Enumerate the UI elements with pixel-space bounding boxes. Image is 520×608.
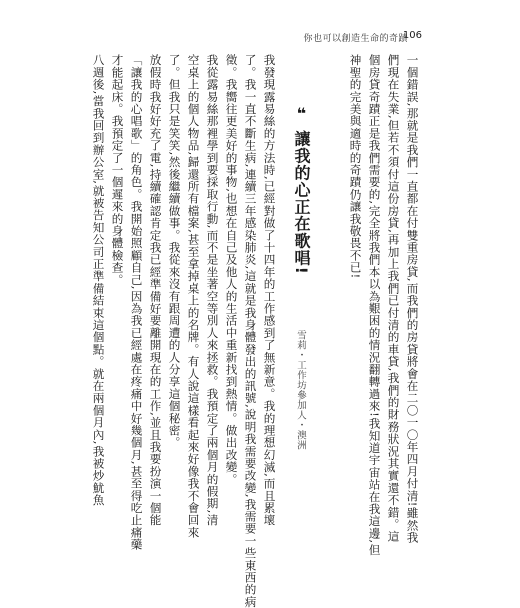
paragraph-line: 八週後,當我回到辦公室,就被告知公司正準備結束這個點。就在兩個月內,我被炒魷魚: [91, 54, 106, 507]
paragraph-line: 我發現露易絲的方法時,已經對做了十四年的工作感到了無新意。我的理想幻滅,而且累壞: [262, 54, 277, 527]
book-title: 你也可以創造生命的奇蹟: [303, 34, 408, 44]
paragraph-line: 們現在失業,但若不須付這份房貸,再加上我們已付清的車貸,我們的財務狀況其實還不錯。這: [386, 54, 401, 543]
paragraph-line: 我從露易絲那裡學到要採取行動,而不是坐著空等別人來拯救。我預定了兩個月的假期,清: [205, 54, 220, 527]
paragraph-line: 一個錯誤,那就是我們一直都在付雙重房貸,而我們的房貸將會在二〇一〇年四月付清!雖然我: [405, 54, 420, 544]
paragraph-line: 了。但我只是笑笑,然後繼續做事。我從來沒有跟周遭的人分享這個秘密。: [167, 54, 182, 449]
page-number: 106: [402, 30, 422, 41]
body-text: [0, 54, 520, 608]
section-title: [290, 104, 313, 275]
paragraph-line: 「讓我的心唱歌」的角色。我開始照顧自己,因為我已經處在疼痛中好幾個月,甚至得吃止痛藥: [129, 54, 144, 551]
paragraph-line: 才能起床。我預定了一個遲來的身體檢查。: [110, 54, 125, 286]
paragraph-line: 了。我一直不斷生病,連續三年感染肺炎,這就是我身體發出的訊號,說明我需要改變,我需要一些東西的病: [243, 54, 258, 608]
section-title-text: 讓我的心正在歌唱!: [292, 130, 311, 275]
paragraph-line: 空桌上的個人物品,歸還所有檔案,甚至拿掉桌上的名牌。有人說這樣看起來好像我不會回來: [186, 54, 201, 539]
paragraph-line: 神聖的完美與適時的奇蹟仍讓我敬畏不已!: [348, 54, 363, 279]
testimonial-credit: 雪莉・工作坊參加人・澳洲: [295, 330, 306, 450]
paragraph-line: 個房貸奇蹟正是我們需要的,完全將我們本以為艱困的情況翻轉過來!我知道宇宙站在我這邊,但: [367, 54, 382, 556]
quote-mark-icon: ❝: [292, 104, 311, 124]
paragraph-line: 放假時我好好充了電,持續確認肯定我已經準備好要離開現在的工作,並且我要扮演一個能: [148, 54, 163, 527]
paragraph-line: 徵。我嚮往更美好的事物,也想在自己及他人的生活中重新找到熱情。做出改變。: [224, 54, 239, 486]
